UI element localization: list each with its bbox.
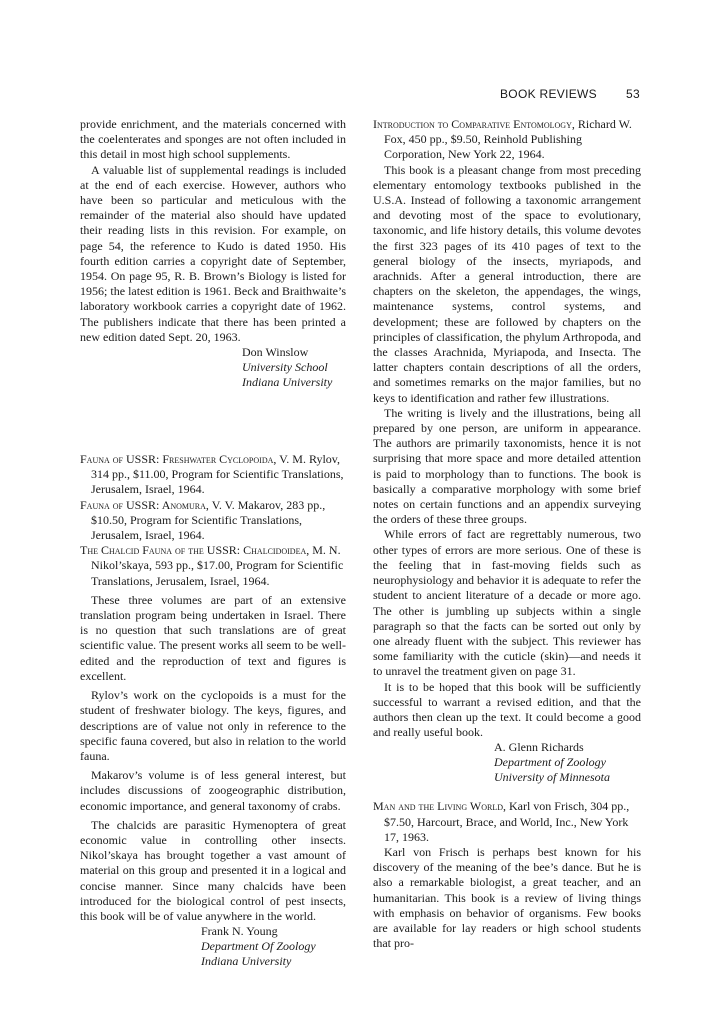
book-details: Richard W. Fox, 450 pp., $9.50, Reinhold Publishing Corporation, New York 22, 1964. <box>384 117 632 162</box>
reviewer-signature <box>80 924 346 969</box>
book-details: V. M. Rylov, 314 pp., $11.00, Program for Scientific Translations, Jerusalem, Israel, 1964. <box>91 452 344 497</box>
paragraph: The writing is lively and the illustrations, being all prepared by one person, are uniform in appearance. The authors are primarily taxonomists, hence it is not surprising that more space and more detailed attention is paid to morphology than to functions. The book is basically a comparative morphology with some brief notes on certain functions and an appendix surveying the orders of these three groups. <box>373 405 641 527</box>
right-column <box>373 117 641 951</box>
book-title: Man and the Living World, <box>373 799 506 814</box>
book-citation <box>80 452 346 498</box>
reviewer-affiliation: Indiana University <box>201 954 292 969</box>
reviewer-name: Don Winslow <box>242 345 309 360</box>
book-citation <box>373 799 641 845</box>
book-details: Karl von Frisch, 304 pp., $7.50, Harcourt, Brace, and World, Inc., New York 17, 1963. <box>384 799 630 844</box>
book-citation <box>80 498 346 544</box>
paragraph: It is to be hoped that this book will be sufficiently successful to warrant a revised edition, and that the authors then clean up the text. It could become a good and really useful book. <box>373 679 641 740</box>
paragraph: Makarov’s volume is of less general interest, but includes discussions of zoogeographic distribution, economic importance, and general taxonomy of crabs. <box>80 768 346 813</box>
page-number: 53 <box>626 87 640 101</box>
book-title: The Chalcid Fauna of the USSR: Chalcidoidea, <box>80 543 310 558</box>
paragraph: These three volumes are part of an extensive translation program being undertaken in Israel. There is no question that such translations are of great scientific value. The present works all seem to be well-edited and the reproduction of text and figures is excellent. <box>80 592 346 683</box>
reviewer-affiliation: Department of Zoology <box>494 755 606 770</box>
paragraph: While errors of fact are regrettably numerous, two other types of errors are more serious. One of these is the feeling that in fast-moving fields such as neurophysiology and behavior it is adequate to refer the student to ancient literature of a decade or more ago. The other is jumbling up subjects within a single paragraph so that the facts can be sorted out only by one already fluent with the subject. This reviewer has some familiarity with the cuticle (skin)—and needs it to unravel the treatment given on page 31. <box>373 527 641 679</box>
book-title: Introduction to Comparative Entomology, <box>373 117 575 131</box>
book-details: M. N. Nikol’skaya, 593 pp., $17.00, Program for Scientific Translations, Jerusalem, Israel, 1964. <box>91 543 344 588</box>
reviewer-affiliation: University School <box>242 360 328 375</box>
book-title: Fauna of USSR: Freshwater Cyclopoida, <box>80 452 277 467</box>
paragraph: This book is a pleasant change from most preceding elementary entomology textbooks published in the U.S.A. Instead of following a taxonomic arrangement and devoting most of the space to evolutionary, taxonomic, and life history details, this volume devotes the first 323 pages of its 410 pages of text to the general biology of the insects, myriapods, and arachnids. After a general introduction, there are chapters on the skeleton, the appendages, the wings, maintenance systems, control systems, and development; these are followed by chapters on the principles of classification, the phylum Arthropoda, and the classes Arachnida, Myriapoda, and Insecta. The latter chapters contain descriptions of all the orders, and sometimes remarks on the major families, but no keys to identification and rather few illustrations. <box>373 162 641 405</box>
book-title: Fauna of USSR: Anomura, <box>80 497 209 512</box>
reviewer-affiliation: Indiana University <box>242 375 333 390</box>
paragraph: Rylov’s work on the cyclopoids is a must for the student of freshwater biology. The keys, figures, and descriptions are of value not only in reference to the specific fauna covered, but also in relation to the world fauna. <box>80 688 346 763</box>
reviewer-signature <box>80 345 346 390</box>
paragraph: provide enrichment, and the materials concerned with the coelenterates and sponges are not often included in this detail in most high school supplements. <box>80 117 346 162</box>
paragraph: Karl von Frisch is perhaps best known for his discovery of the meaning of the bee’s dance. But he is also a remarkable biologist, a great teacher, and an humanitarian. This book is a review of living things with emphasis on behavior of organisms. Few books are available for lay readers or high school students that pro- <box>373 844 641 951</box>
paragraph: A valuable list of supplemental readings is included at the end of each exercise. However, authors who have been so particular and meticulous with the remainder of the material also should have updated their reading lists in this revision. For example, on page 54, the reference to Kudo is dated 1950. His fourth edition carries a copyright date of September, 1954. On page 95, R. B. Brown’s Biology is listed for 1956; the latest edition is 1961. Beck and Braithwaite’s laboratory workbook carries a copyright date of 1962. The publishers indicate that there has been printed a new edition dated Sept. 20, 1963. <box>80 162 346 344</box>
reviewer-name: Frank N. Young <box>201 924 278 939</box>
reviewer-affiliation: University of Minnesota <box>494 770 610 785</box>
running-head-title: BOOK REVIEWS <box>500 87 597 101</box>
reviewer-affiliation: Department Of Zoology <box>201 939 316 954</box>
book-details: V. V. Makarov, 283 pp., $10.50, Program for Scientific Translations, Jerusalem, Israel, 1964. <box>91 497 326 543</box>
reviewer-signature <box>373 740 641 785</box>
reviewer-name: A. Glenn Richards <box>494 740 584 755</box>
left-column <box>80 117 346 969</box>
book-citation <box>80 543 346 589</box>
book-citation <box>373 117 641 163</box>
paragraph: The chalcids are parasitic Hymenoptera of great economic value in controlling other insects. Nikol’skaya has brought together a vast amount of material on this group and presented it in a logical and concise manner. Since many chalcids have been introduced for the biological control of pest insects, this book will be of value anywhere in the world. <box>80 817 346 923</box>
